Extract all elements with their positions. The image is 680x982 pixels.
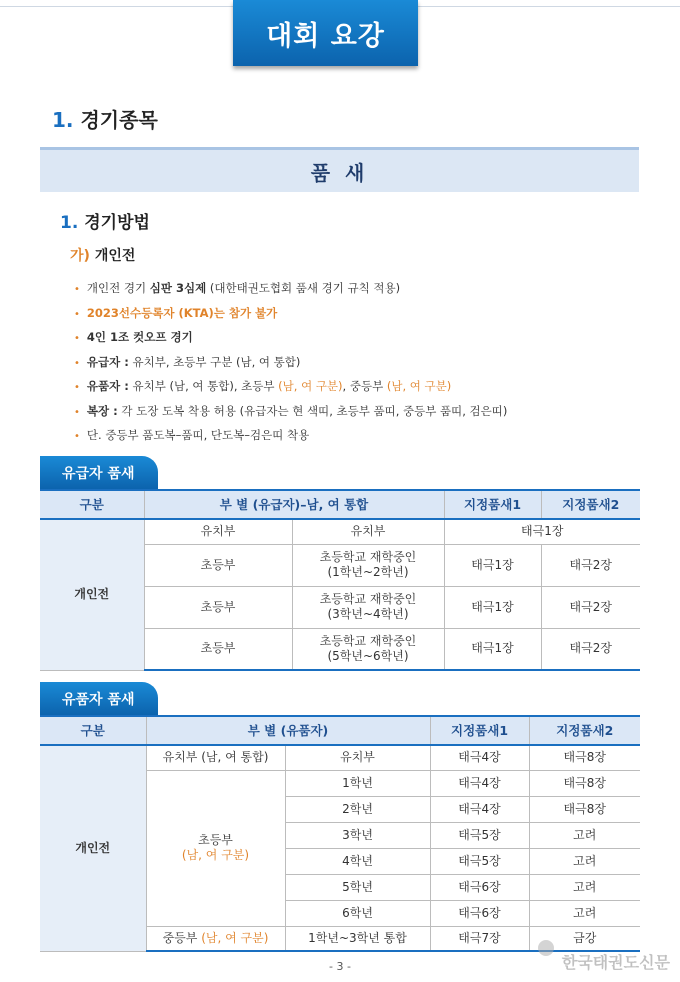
table1-tab: 유급자 품새 (40, 456, 158, 489)
list-item: • 복장 : 각 도장 도복 착용 허용 (유급자는 현 색띠, 초등부 품띠, 중등부 품띠, 검은띠) (74, 403, 508, 418)
table2 (40, 715, 640, 952)
table-header: 부 별 (유급자)–남, 여 통합 (144, 490, 444, 519)
bullet-icon: • (74, 382, 80, 393)
watermark: 한국태권도신문 (561, 953, 670, 972)
list-item: • 단. 중등부 품도복–품띠, 단도복–검은띠 착용 (74, 428, 310, 442)
table-row: 초등부 초등학교 재학중인 (5학년~6학년) 태극1장 태극2장 (40, 628, 640, 670)
rules-list (74, 278, 507, 450)
table-row: 초등부 초등학교 재학중인 (1학년~2학년) 태극1장 태극2장 (40, 544, 640, 586)
section-heading (52, 104, 158, 133)
table-header: 지정품새2 (541, 490, 640, 519)
table-header: 지정품새1 (430, 716, 529, 745)
subsection-title: 경기방법 (84, 213, 150, 233)
elementary-cell: 초등부 (남, 여 구분) (146, 770, 285, 926)
section-title: 경기종목 (80, 108, 158, 132)
table-row: 개인전 유치부 (남, 여 통합) 유치부 태극4장 태극8장 (40, 745, 640, 770)
list-item: • 유급자 : 유치부, 초등부 구분 (남, 여 통합) (74, 354, 301, 369)
table-row: 4학년 태극5장 고려 (40, 848, 640, 874)
category-title: 품 새 (310, 160, 369, 185)
section-number: 1. (52, 108, 74, 132)
category-bar (40, 147, 639, 192)
table-header: 구분 (40, 490, 144, 519)
page-number: - 3 - (329, 960, 351, 973)
subsub-title: 개인전 (94, 248, 136, 264)
subsection-number: 1. (60, 213, 79, 233)
table1 (40, 489, 640, 671)
watermark-logo-icon (538, 940, 554, 956)
bullet-icon: • (74, 357, 80, 369)
table-row: 5학년 태극6장 고려 (40, 874, 640, 900)
bullet-icon: • (74, 284, 80, 295)
bullet-icon: • (74, 406, 80, 418)
bullet-icon: • (74, 333, 80, 344)
subsubsection-heading (70, 245, 135, 265)
table-header: 부 별 (유품자) (146, 716, 430, 745)
table-row: 중등부 (남, 여 구분) 1학년~3학년 통합 태극7장 금강 (40, 926, 640, 951)
banner-title: 대회 요강 (266, 20, 385, 52)
table2-tab: 유품자 품새 (40, 682, 158, 715)
table-row: 초등부 초등학교 재학중인 (3학년~4학년) 태극1장 태극2장 (40, 586, 640, 628)
page-banner (233, 0, 418, 66)
table-header: 구분 (40, 716, 146, 745)
list-item: • 4인 1조 컷오프 경기 (74, 330, 193, 344)
bullet-icon: • (74, 308, 80, 320)
table-row: 개인전 유치부 유치부 태극1장 (40, 519, 640, 544)
bullet-icon: • (74, 431, 80, 442)
table-row: 6학년 태극6장 고려 (40, 900, 640, 926)
list-item: • 유품자 : 유치부 (남, 여 통합), 초등부 (남, 여 구분), 중등부 (남, 여 구분) (74, 379, 452, 393)
table-row: 3학년 태극5장 고려 (40, 822, 640, 848)
group-cell: 개인전 (40, 745, 146, 951)
table-row: 초등부 (남, 여 구분) 1학년 태극4장 태극8장 (40, 770, 640, 796)
table-header: 지정품새1 (444, 490, 541, 519)
list-item: • 개인전 경기 심판 3심제 (대한태권도협회 품새 경기 규칙 적용) (74, 281, 401, 295)
subsection-heading (60, 208, 150, 233)
subsub-marker: 가) (70, 248, 90, 264)
list-item: • 2023선수등록자 (KTA)는 참가 불가 (74, 305, 278, 320)
group-cell: 개인전 (40, 519, 144, 670)
table-header: 지정품새2 (529, 716, 640, 745)
table-row: 2학년 태극4장 태극8장 (40, 796, 640, 822)
